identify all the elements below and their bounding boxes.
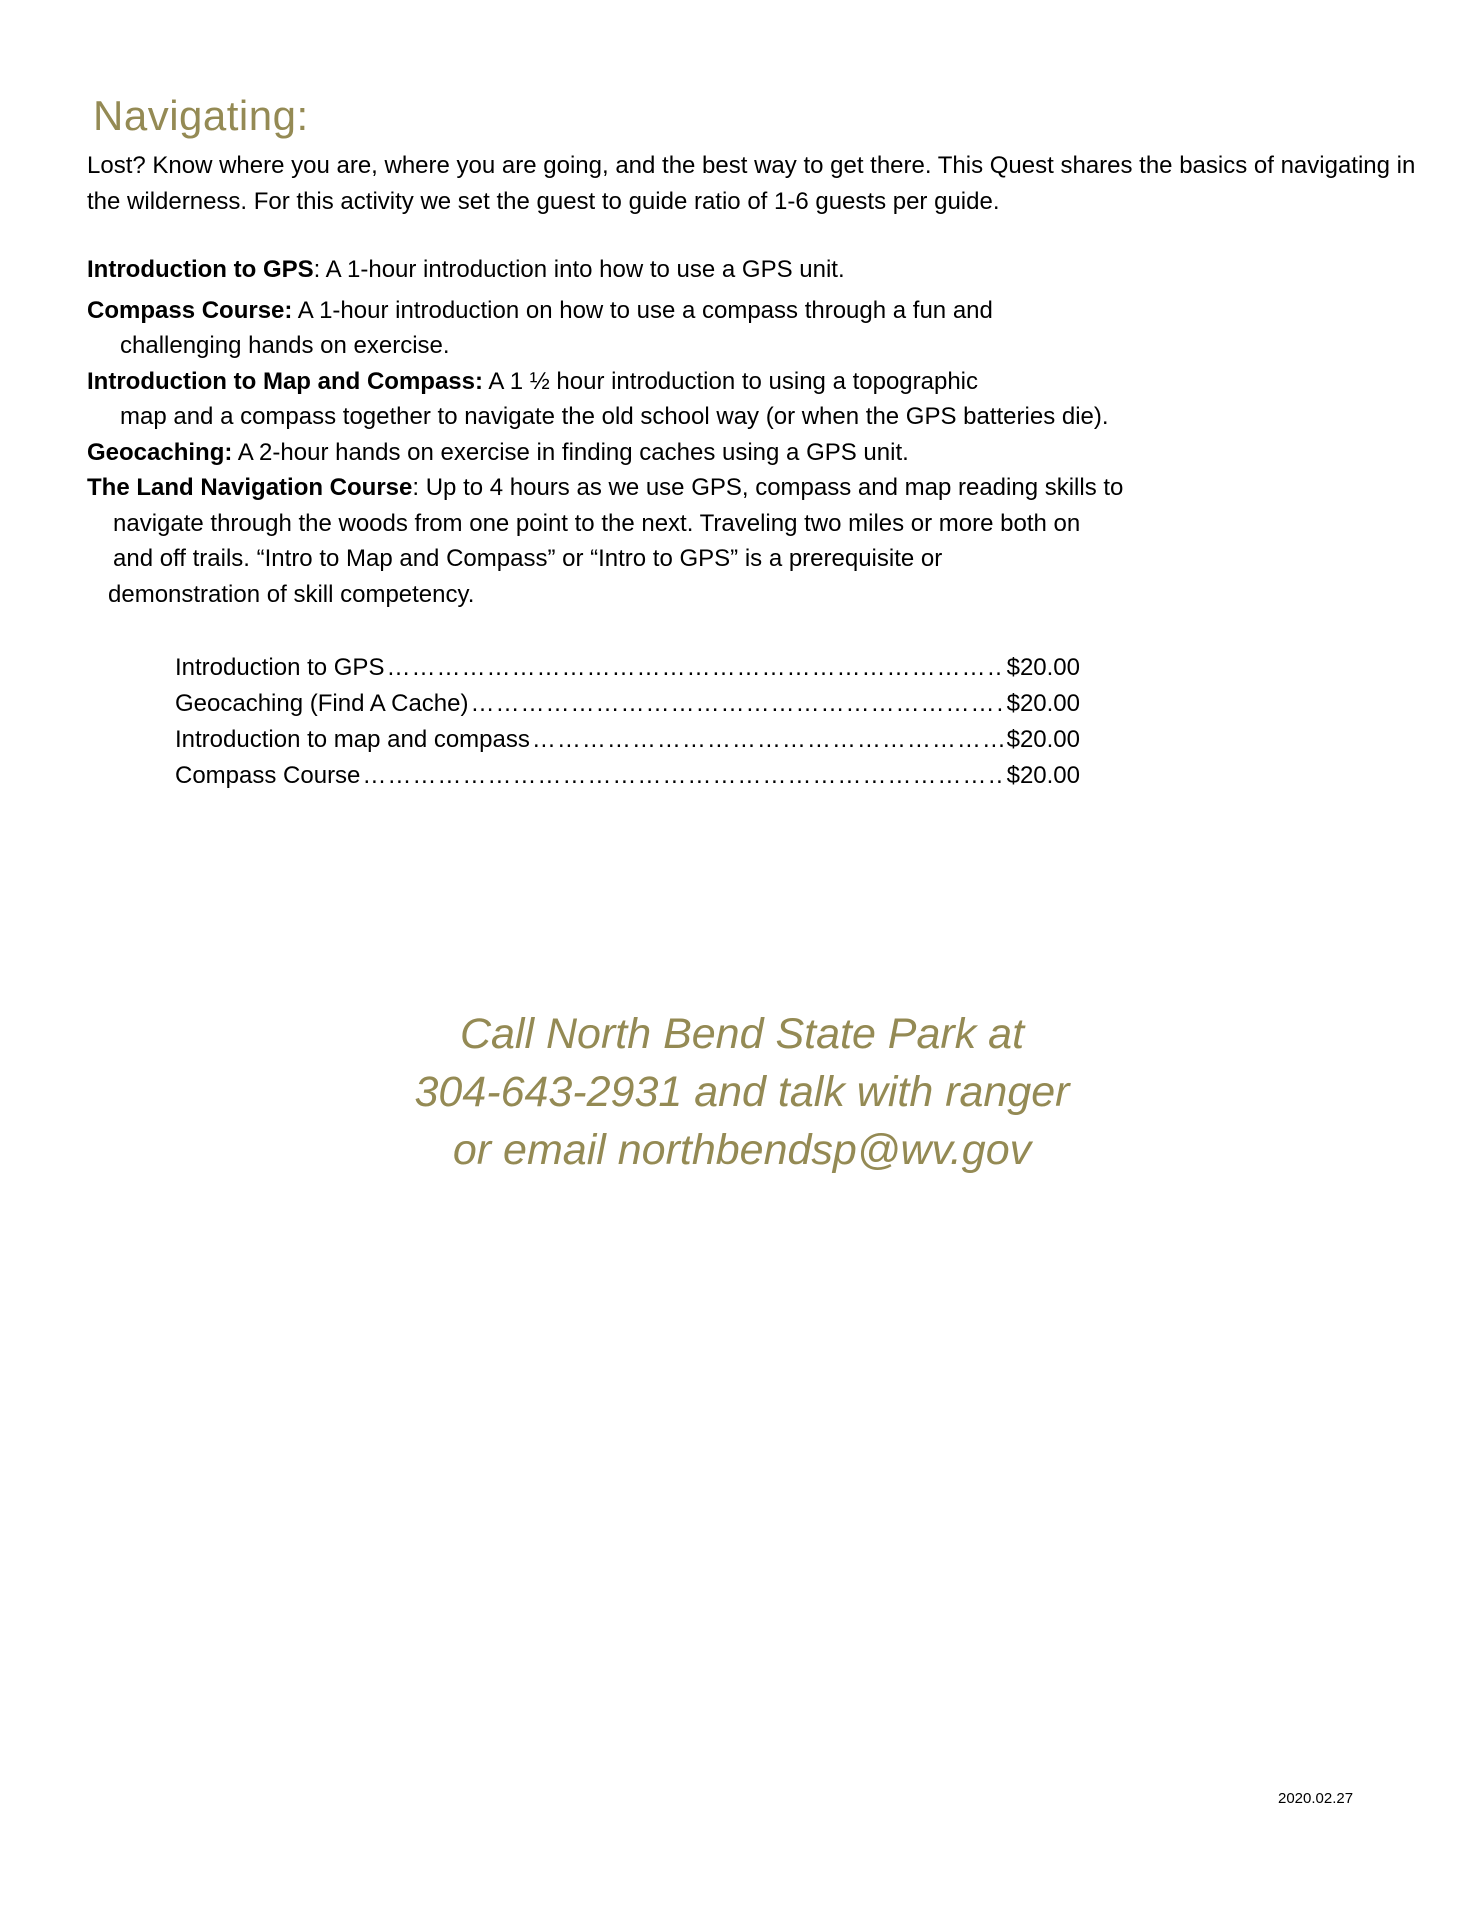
activity-list <box>87 252 1287 612</box>
activity-description-continued: demonstration of skill competency. <box>108 580 475 608</box>
callout-line-1: Call North Bend State Park at <box>459 1010 1025 1058</box>
price-row-map-compass <box>175 722 1080 758</box>
dot-leader <box>386 650 1002 686</box>
activity-name: Geocaching: <box>87 438 233 466</box>
activity-separator: : <box>313 256 321 283</box>
price-item-name: Introduction to GPS <box>175 654 385 681</box>
price-value: $20.00 <box>1006 726 1080 753</box>
price-item-name: Compass Course <box>175 762 361 789</box>
activity-name: The Land Navigation Course <box>87 474 413 501</box>
activity-compass-course <box>87 293 1287 364</box>
price-value: $20.00 <box>1006 762 1080 789</box>
price-row-compass-course <box>175 758 1080 794</box>
price-row-geocaching <box>175 686 1080 722</box>
activity-description: A 1 ½ hour introduction to using a topographic <box>483 367 979 395</box>
activity-map-and-compass <box>87 364 1287 435</box>
price-list <box>175 650 1080 794</box>
page-title: Navigating: <box>93 92 309 139</box>
activity-description-continued: map and a compass together to navigate the old school way (or when the GPS batteries die). <box>120 403 1109 430</box>
callout-line-2: 304-643-2931 and talk with ranger <box>414 1068 1070 1116</box>
price-value: $20.00 <box>1006 654 1080 681</box>
activity-separator: : <box>412 474 420 501</box>
activity-description-continued: and off trails. “Intro to Map and Compass” or “Intro to GPS” is a prerequisite or <box>113 545 943 572</box>
dot-leader <box>362 758 1002 794</box>
price-item-name: Geocaching (Find A Cache) <box>175 690 469 717</box>
dot-leader <box>471 686 1003 722</box>
intro-paragraph: Lost? Know where you are, where you are going, and the best way to get there. This Quest shares the basics of navigating in the wilderness. For this activity we set the guest to guide ratio of 1-6 guests per guide. <box>87 152 1416 215</box>
price-value: $20.00 <box>1006 690 1080 717</box>
document-date: 2020.02.27 <box>1278 1790 1354 1807</box>
activity-description: A 1-hour introduction into how to use a GPS unit. <box>320 256 845 283</box>
contact-callout <box>300 1005 1184 1179</box>
activity-description: Up to 4 hours as we use GPS, compass and map reading skills to <box>419 474 1124 501</box>
activity-land-navigation <box>87 470 1287 612</box>
price-item-name: Introduction to map and compass <box>175 726 530 753</box>
activity-description-continued: challenging hands on exercise. <box>120 332 450 359</box>
activity-geocaching <box>87 435 1287 471</box>
activity-description: A 1-hour introduction on how to use a compass through a fun and <box>292 296 993 324</box>
activity-name: Compass Course: <box>87 296 293 324</box>
activity-description: A 2-hour hands on exercise in finding caches using a GPS unit. <box>232 438 909 466</box>
activity-intro-gps <box>87 252 1287 288</box>
price-row-intro-gps <box>175 650 1080 686</box>
dot-leader <box>532 722 1003 758</box>
activity-name: Introduction to GPS <box>87 256 314 283</box>
activity-name: Introduction to Map and Compass: <box>87 367 483 395</box>
activity-description-continued: navigate through the woods from one point to the next. Traveling two miles or more both on <box>113 509 1081 537</box>
callout-line-3: or email northbendsp@wv.gov <box>452 1126 1032 1174</box>
